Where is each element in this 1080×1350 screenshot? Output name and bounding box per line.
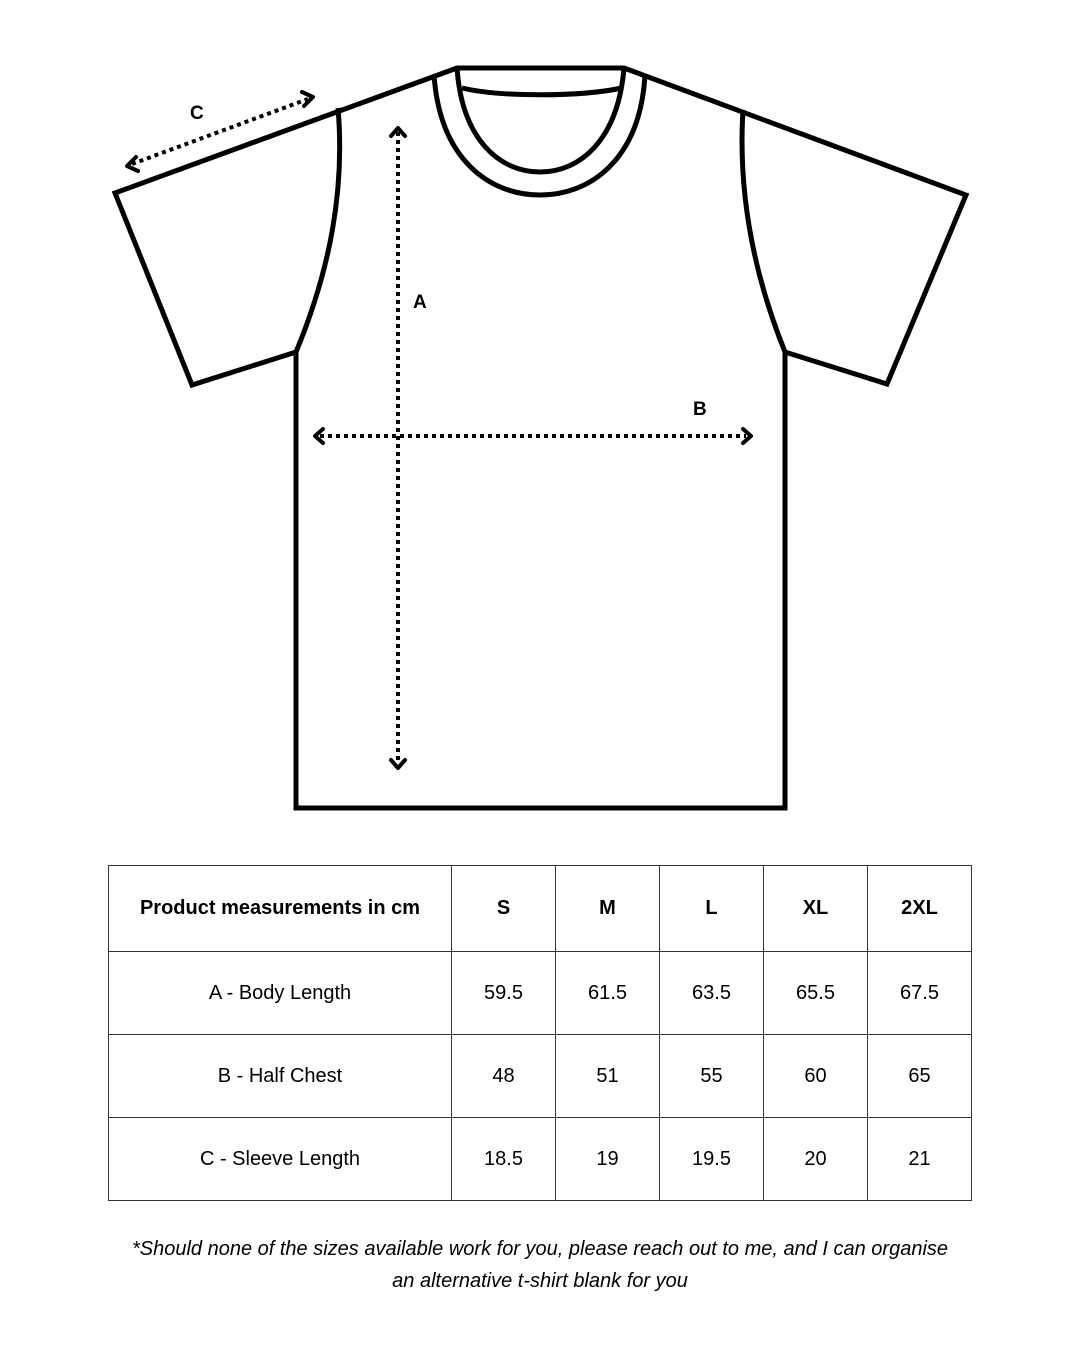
table-cell: 19 — [556, 1118, 660, 1201]
table-cell: 61.5 — [556, 952, 660, 1035]
measurement-arrows — [127, 92, 751, 768]
table-row-body-length — [109, 952, 972, 1035]
size-table — [108, 865, 972, 1201]
table-cell: 65 — [868, 1035, 972, 1118]
table-cell: 20 — [764, 1118, 868, 1201]
table-cell: 48 — [452, 1035, 556, 1118]
header-label: Product measurements in cm — [109, 866, 452, 952]
table-cell: 55 — [660, 1035, 764, 1118]
header-size-s: S — [452, 866, 556, 952]
table-cell: 67.5 — [868, 952, 972, 1035]
table-cell: 65.5 — [764, 952, 868, 1035]
table-cell: 19.5 — [660, 1118, 764, 1201]
table-row-sleeve-length — [109, 1118, 972, 1201]
header-size-xl: XL — [764, 866, 868, 952]
t-shirt-outline — [115, 68, 966, 808]
label-c: C — [190, 103, 204, 124]
arrow-a-head-bottom — [391, 760, 405, 768]
left-sleeve-seam — [296, 108, 340, 352]
table-row-half-chest — [109, 1035, 972, 1118]
header-size-2xl: 2XL — [868, 866, 972, 952]
t-shirt-icon — [115, 68, 966, 808]
label-a: A — [413, 292, 427, 313]
right-sleeve-seam — [742, 110, 785, 352]
label-b: B — [693, 399, 707, 420]
footnote-line-2: an alternative t-shirt blank for you — [392, 1270, 688, 1292]
back-neck-band — [462, 88, 622, 95]
header-size-l: L — [660, 866, 764, 952]
table-cell: 60 — [764, 1035, 868, 1118]
table-header-row — [109, 866, 972, 952]
table-cell: 59.5 — [452, 952, 556, 1035]
row-label: B - Half Chest — [109, 1035, 452, 1118]
header-size-m: M — [556, 866, 660, 952]
collar-inner — [457, 68, 624, 172]
footnote-line-1: *Should none of the sizes available work for you, please reach out to me, and I can organise — [131, 1238, 949, 1260]
footnote — [60, 1233, 1020, 1297]
row-label: A - Body Length — [109, 952, 452, 1035]
row-label: C - Sleeve Length — [109, 1118, 452, 1201]
table-cell: 51 — [556, 1035, 660, 1118]
table-cell: 63.5 — [660, 952, 764, 1035]
table-cell: 21 — [868, 1118, 972, 1201]
table-cell: 18.5 — [452, 1118, 556, 1201]
